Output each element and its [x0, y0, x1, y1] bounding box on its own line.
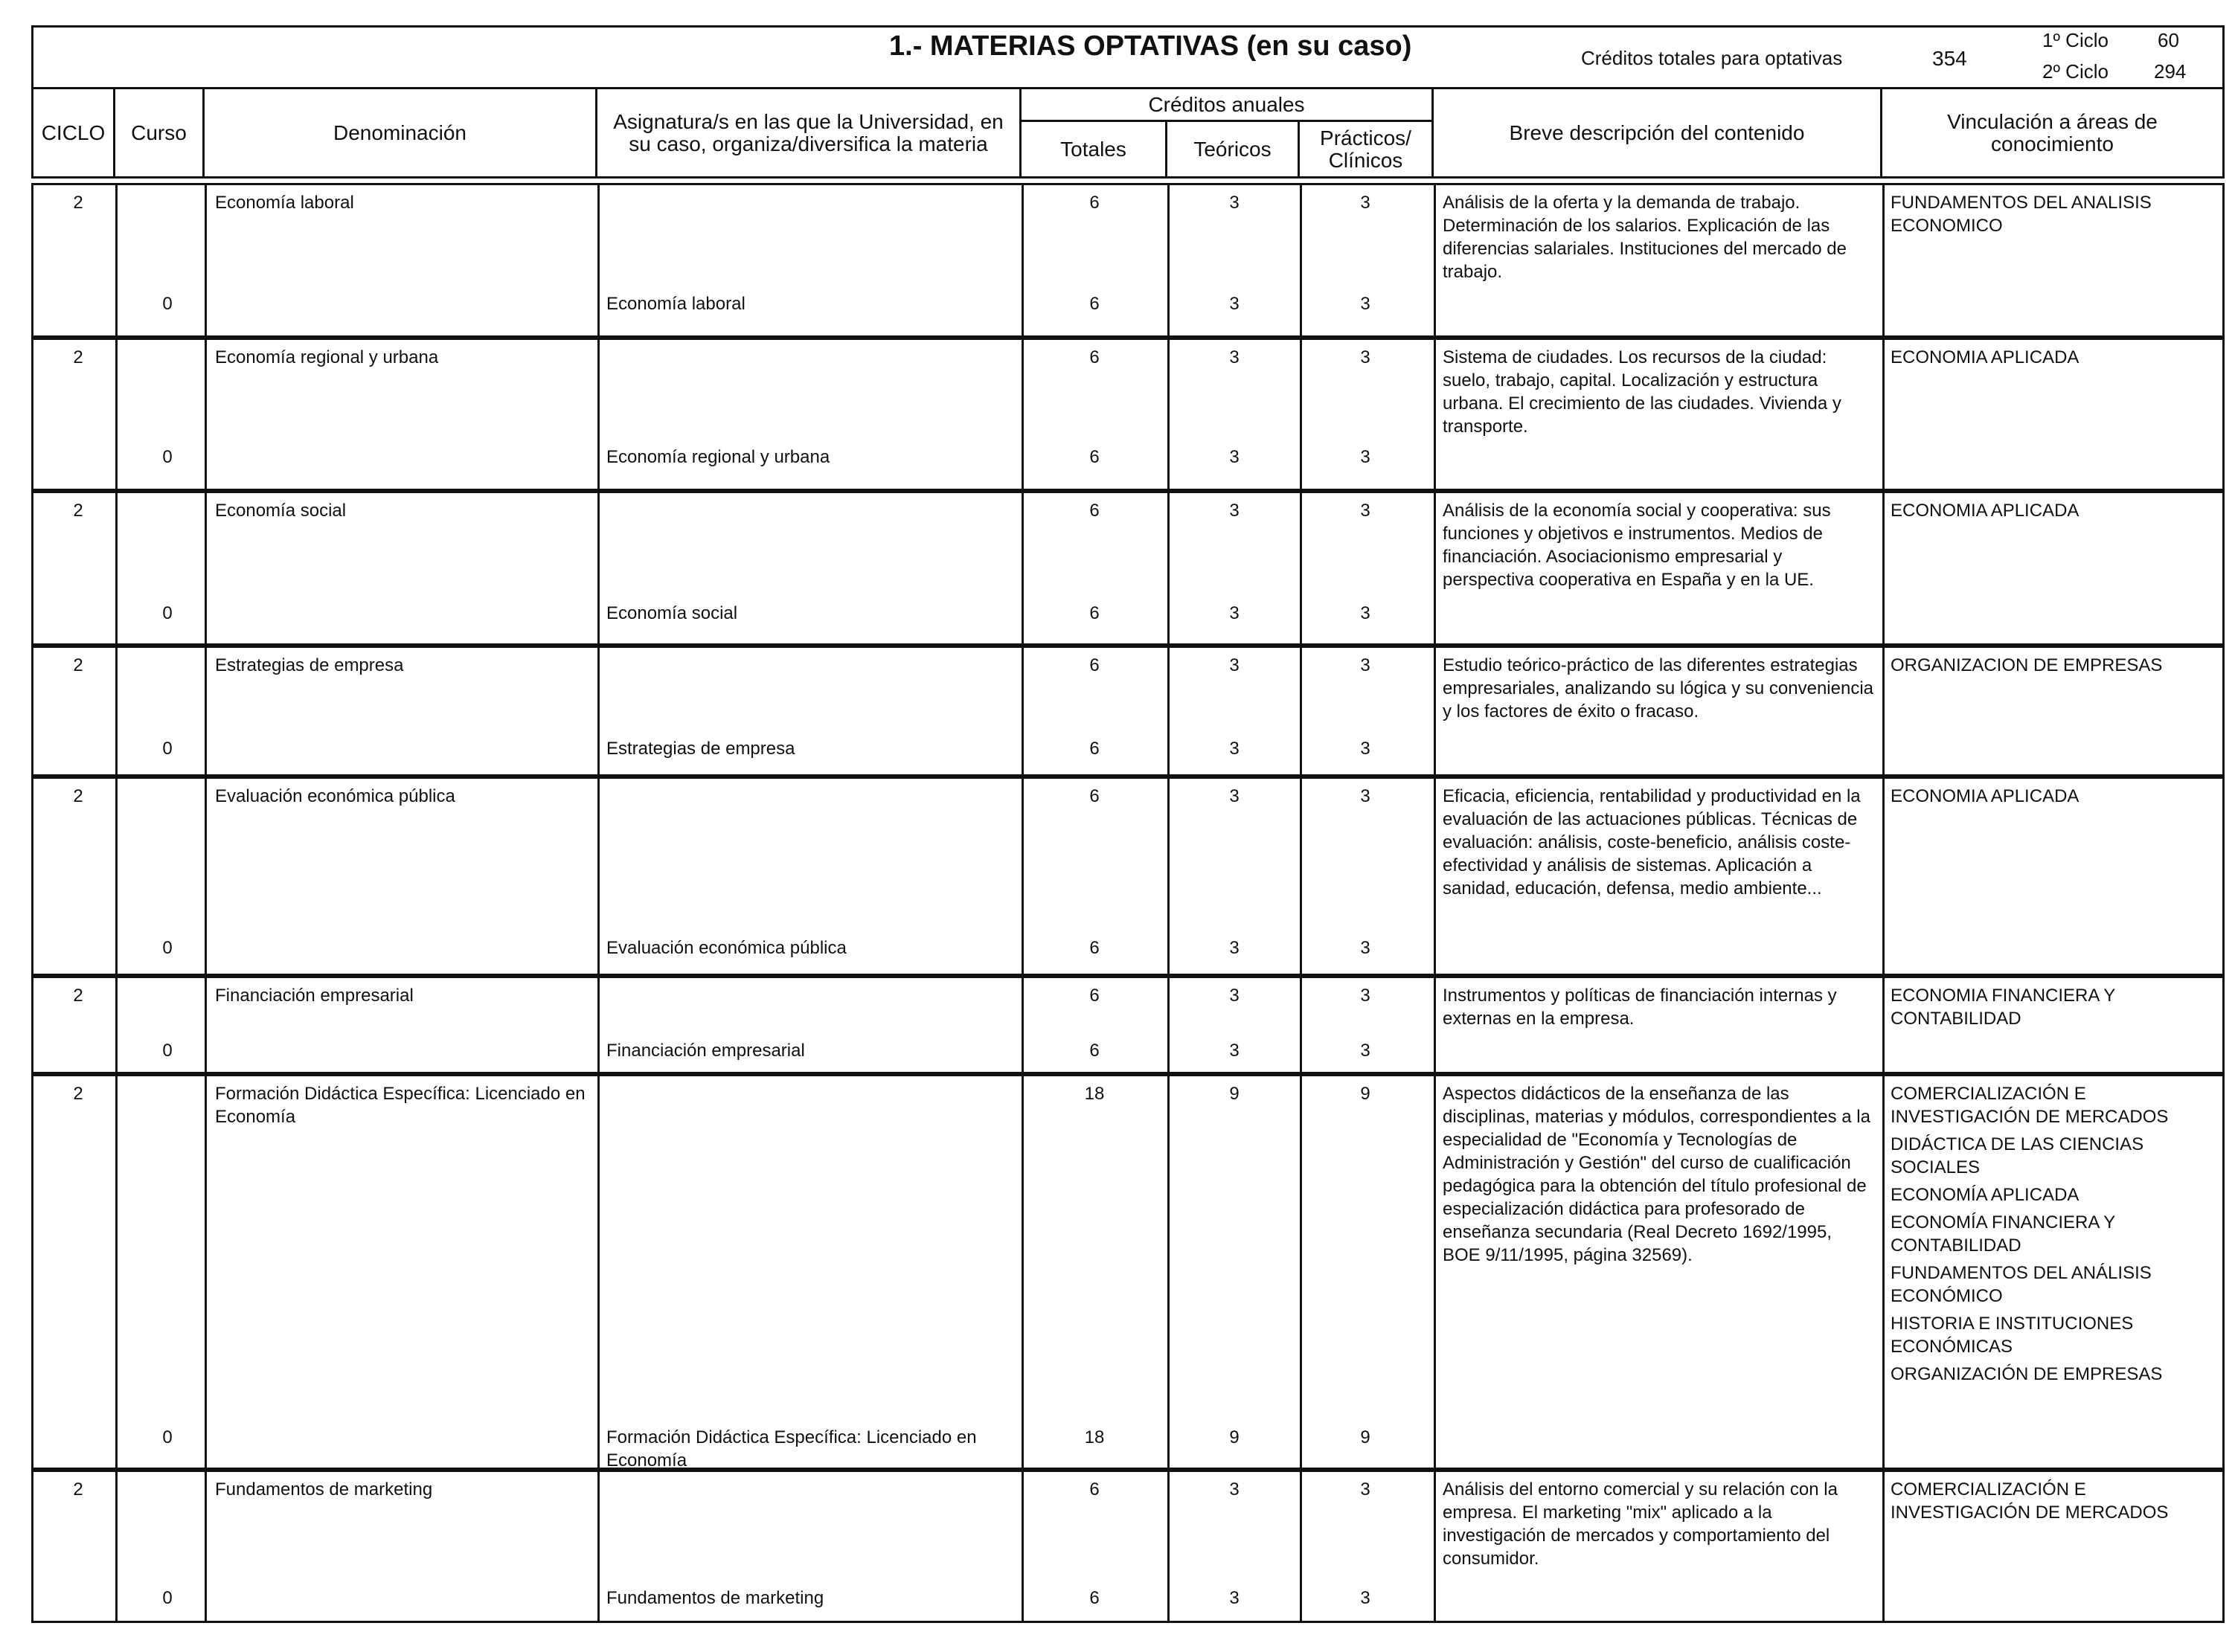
column-divider — [1167, 493, 1170, 643]
cell-areas — [1891, 191, 2203, 237]
cell-practicos: 3 — [1360, 347, 1370, 367]
column-divider — [205, 1076, 207, 1468]
cell-sub-practicos: 3 — [1360, 447, 1370, 467]
cell-totales: 6 — [1089, 786, 1100, 806]
optativas-sheet — [31, 25, 2225, 1638]
cell-sub-curso: 0 — [162, 1041, 173, 1061]
area-item: ECONOMIA APLICADA — [1891, 786, 2080, 806]
credits-total-label: Créditos totales para optativas — [1581, 47, 1843, 69]
column-divider — [1434, 493, 1436, 643]
cell-areas — [1891, 499, 2203, 522]
column-divider — [115, 779, 118, 974]
cell-descripcion: Análisis de la economía social y cooperativa: sus funciones y objetivos e instrumentos. Medios de financiación. Asociacionismo empresarial y perspectiva cooperativa en España y en la UE. — [1443, 501, 1831, 590]
cell-sub-asignatura: Financiación empresarial — [606, 1041, 805, 1061]
cell-teoricos: 3 — [1229, 986, 1240, 1006]
column-divider — [1300, 779, 1302, 974]
cell-sub-curso: 0 — [162, 938, 173, 958]
column-divider — [1300, 340, 1302, 489]
cell-sub-totales: 6 — [1089, 1588, 1100, 1608]
column-divider — [597, 185, 600, 335]
cell-sub-totales: 6 — [1089, 603, 1100, 623]
ciclo2-value: 294 — [2154, 60, 2187, 83]
cell-ciclo: 2 — [73, 347, 83, 367]
column-divider — [205, 340, 207, 489]
cell-sub-practicos: 3 — [1360, 938, 1370, 958]
cell-practicos: 3 — [1360, 786, 1370, 806]
column-divider — [1022, 1076, 1024, 1468]
column-header — [31, 89, 2225, 179]
column-divider — [115, 340, 118, 489]
cell-sub-teoricos: 3 — [1229, 1041, 1240, 1061]
cell-sub-curso: 0 — [162, 1588, 173, 1608]
column-divider — [1882, 1076, 1885, 1468]
table-row — [31, 183, 2225, 338]
column-divider — [1434, 779, 1436, 974]
cell-sub-curso: 0 — [162, 447, 173, 467]
column-divider — [597, 1472, 600, 1621]
cell-denominacion: Financiación empresarial — [215, 986, 414, 1006]
col-descripcion: Breve descripción del contenido — [1434, 89, 1882, 176]
col-denominacion: Denominación — [205, 89, 597, 176]
column-divider — [1434, 648, 1436, 774]
cell-sub-teoricos: 3 — [1229, 294, 1240, 314]
area-item: ORGANIZACION DE EMPRESAS — [1891, 655, 2163, 675]
column-divider — [1882, 340, 1885, 489]
cell-teoricos: 9 — [1229, 1084, 1240, 1104]
area-item: COMERCIALIZACIÓN E INVESTIGACIÓN DE MERCADOS — [1891, 1479, 2169, 1523]
col-curso: Curso — [115, 89, 205, 176]
area-item: HISTORIA E INSTITUCIONES ECONÓMICAS — [1891, 1314, 2134, 1357]
column-divider — [1300, 185, 1302, 335]
column-divider — [1167, 185, 1170, 335]
cell-sub-totales: 6 — [1089, 447, 1100, 467]
column-divider — [1300, 493, 1302, 643]
area-item: DIDÁCTICA DE LAS CIENCIAS SOCIALES — [1891, 1134, 2144, 1177]
column-divider — [1300, 1472, 1302, 1621]
column-divider — [1022, 185, 1024, 335]
cell-denominacion: Economía social — [215, 501, 347, 521]
area-item: ECONOMIA APLICADA — [1891, 501, 2080, 521]
column-divider — [1882, 779, 1885, 974]
column-divider — [1022, 978, 1024, 1072]
cell-sub-teoricos: 3 — [1229, 739, 1240, 759]
column-divider — [1300, 1076, 1302, 1468]
area-item: ECONOMÍA APLICADA — [1891, 1185, 2080, 1205]
cell-totales: 18 — [1084, 1084, 1105, 1104]
cell-practicos: 3 — [1360, 655, 1370, 675]
cell-areas — [1891, 785, 2203, 808]
cell-practicos: 3 — [1360, 501, 1370, 521]
cell-practicos: 3 — [1360, 986, 1370, 1006]
cell-sub-totales: 6 — [1089, 938, 1100, 958]
cell-totales: 6 — [1089, 347, 1100, 367]
table-row — [31, 646, 2225, 777]
col-creditos-group — [1022, 89, 1434, 176]
cell-teoricos: 3 — [1229, 347, 1240, 367]
col-asignaturas: Asignatura/s en las que la Universidad, en su caso, organiza/diversifica la materia — [597, 89, 1022, 176]
cell-areas — [1891, 984, 2203, 1030]
cell-sub-practicos: 3 — [1360, 739, 1370, 759]
cell-sub-asignatura: Estrategias de empresa — [606, 739, 795, 759]
column-divider — [1167, 1472, 1170, 1621]
cell-totales: 6 — [1089, 655, 1100, 675]
cell-totales: 6 — [1089, 986, 1100, 1006]
cell-ciclo: 2 — [73, 655, 83, 675]
credits-total-value: 354 — [1932, 47, 1967, 70]
column-divider — [1022, 1472, 1024, 1621]
area-item: FUNDAMENTOS DEL ANALISIS ECONOMICO — [1891, 193, 2152, 236]
column-divider — [1434, 1472, 1436, 1621]
cell-sub-practicos: 3 — [1360, 603, 1370, 623]
cell-sub-asignatura: Economía social — [606, 603, 738, 623]
cell-sub-totales: 6 — [1089, 294, 1100, 314]
table-row — [31, 1074, 2225, 1470]
table-row — [31, 976, 2225, 1074]
cell-sub-totales: 6 — [1089, 739, 1100, 759]
table-row — [31, 1470, 2225, 1623]
title-band — [31, 25, 2225, 89]
column-divider — [597, 1076, 600, 1468]
column-divider — [1022, 340, 1024, 489]
cell-totales: 6 — [1089, 501, 1100, 521]
area-item: ECONOMIA APLICADA — [1891, 347, 2080, 367]
cell-ciclo: 2 — [73, 986, 83, 1006]
column-divider — [597, 493, 600, 643]
cell-descripcion: Sistema de ciudades. Los recursos de la ciudad: suelo, trabajo, capital. Localización y estructura urbana. El crecimiento de las ciudades. Vivienda y transporte. — [1443, 347, 1841, 437]
column-divider — [115, 493, 118, 643]
page-title: 1.- MATERIAS OPTATIVAS (en su caso) — [889, 30, 1412, 62]
column-divider — [115, 978, 118, 1072]
cell-areas — [1891, 1478, 2203, 1524]
cell-ciclo: 2 — [73, 1084, 83, 1104]
col-creditos-anuales: Créditos anuales — [1022, 89, 1431, 122]
col-teoricos: Teóricos — [1167, 122, 1300, 176]
cell-denominacion: Estrategias de empresa — [215, 655, 404, 675]
column-divider — [205, 648, 207, 774]
column-divider — [1167, 1076, 1170, 1468]
cell-sub-teoricos: 3 — [1229, 938, 1240, 958]
column-divider — [115, 185, 118, 335]
cell-sub-practicos: 3 — [1360, 1041, 1370, 1061]
cell-denominacion: Fundamentos de marketing — [215, 1479, 433, 1500]
column-divider — [1167, 648, 1170, 774]
column-divider — [205, 185, 207, 335]
cell-sub-teoricos: 3 — [1229, 447, 1240, 467]
cell-practicos: 3 — [1360, 193, 1370, 213]
cell-practicos: 9 — [1360, 1084, 1370, 1104]
column-divider — [597, 340, 600, 489]
cell-descripcion: Análisis del entorno comercial y su relación con la empresa. El marketing "mix" aplicado a la investigación de mercados y comportamiento del consumidor. — [1443, 1479, 1838, 1569]
area-item: FUNDAMENTOS DEL ANÁLISIS ECONÓMICO — [1891, 1263, 2152, 1306]
cell-denominacion: Economía regional y urbana — [215, 347, 439, 367]
cell-totales: 6 — [1089, 193, 1100, 213]
cell-teoricos: 3 — [1229, 193, 1240, 213]
column-divider — [1022, 493, 1024, 643]
column-divider — [1882, 978, 1885, 1072]
area-item: COMERCIALIZACIÓN E INVESTIGACIÓN DE MERCADOS — [1891, 1084, 2169, 1127]
col-totales: Totales — [1022, 122, 1167, 176]
cell-sub-practicos: 9 — [1360, 1427, 1370, 1447]
cell-sub-asignatura: Economía regional y urbana — [606, 447, 830, 467]
column-divider — [597, 779, 600, 974]
column-divider — [1882, 648, 1885, 774]
ciclo1-label: 1º Ciclo — [2042, 29, 2109, 51]
column-divider — [1300, 648, 1302, 774]
cell-sub-totales: 18 — [1084, 1427, 1105, 1447]
column-divider — [205, 493, 207, 643]
column-divider — [205, 978, 207, 1072]
col-ciclo: CICLO — [33, 89, 115, 176]
cell-areas — [1891, 654, 2203, 677]
column-divider — [1022, 648, 1024, 774]
column-divider — [1167, 978, 1170, 1072]
column-divider — [115, 1472, 118, 1621]
column-divider — [1022, 779, 1024, 974]
cell-denominacion: Formación Didáctica Específica: Licenciado en Economía — [215, 1084, 586, 1127]
cell-sub-asignatura: Evaluación económica pública — [606, 938, 847, 958]
column-divider — [1434, 1076, 1436, 1468]
table-row — [31, 491, 2225, 646]
column-divider — [205, 1472, 207, 1621]
column-divider — [1434, 340, 1436, 489]
column-divider — [1882, 493, 1885, 643]
column-divider — [115, 1076, 118, 1468]
column-divider — [1167, 779, 1170, 974]
cell-descripcion: Aspectos didácticos de la enseñanza de las disciplinas, materias y módulos, correspondientes a la especialidad de "Economía y Tecnologías de Administración y Gestión" del curso de cualificación pedagógica para la obtención del título profesional de especialización didáctica para profesorado de enseñanza secundaria (Real Decreto 1692/1995, BOE 9/11/1995, página 32569). — [1443, 1084, 1870, 1265]
cell-totales: 6 — [1089, 1479, 1100, 1500]
column-divider — [1167, 340, 1170, 489]
column-divider — [597, 978, 600, 1072]
column-divider — [1300, 978, 1302, 1072]
col-practicos: Prácticos/ Clínicos — [1320, 126, 1411, 172]
cell-sub-curso: 0 — [162, 739, 173, 759]
cell-ciclo: 2 — [73, 1479, 83, 1500]
area-item: ECONOMÍA FINANCIERA Y CONTABILIDAD — [1891, 1212, 2115, 1256]
column-divider — [1882, 185, 1885, 335]
cell-sub-practicos: 3 — [1360, 294, 1370, 314]
cell-ciclo: 2 — [73, 501, 83, 521]
column-divider — [205, 779, 207, 974]
cell-sub-asignatura: Fundamentos de marketing — [606, 1588, 824, 1608]
cell-denominacion: Evaluación económica pública — [215, 786, 455, 806]
cell-sub-curso: 0 — [162, 603, 173, 623]
cell-sub-asignatura: Economía laboral — [606, 294, 745, 314]
cell-teoricos: 3 — [1229, 655, 1240, 675]
cell-sub-practicos: 3 — [1360, 1588, 1370, 1608]
cell-descripcion: Eficacia, eficiencia, rentabilidad y productividad en la evaluación de las actuaciones públicas. Técnicas de evaluación: análisis, coste-beneficio, análisis coste-efectividad y análisis de sistemas. Aplicación a sanidad, educación, defensa, medio ambiente... — [1443, 786, 1861, 899]
column-divider — [597, 648, 600, 774]
cell-sub-curso: 0 — [162, 1427, 173, 1447]
cell-areas — [1891, 346, 2203, 369]
cell-ciclo: 2 — [73, 786, 83, 806]
cell-sub-teoricos: 3 — [1229, 603, 1240, 623]
cell-sub-curso: 0 — [162, 294, 173, 314]
cell-sub-teoricos: 3 — [1229, 1588, 1240, 1608]
cell-areas — [1891, 1082, 2203, 1390]
cell-ciclo: 2 — [73, 193, 83, 213]
cell-descripcion: Estudio teórico-práctico de las diferentes estrategias empresariales, analizando su lógica y su conveniencia y los factores de éxito o fracaso. — [1443, 655, 1873, 721]
cell-teoricos: 3 — [1229, 786, 1240, 806]
area-item: ORGANIZACIÓN DE EMPRESAS — [1891, 1364, 2163, 1384]
col-vinculacion: Vinculación a áreas de conocimiento — [1947, 109, 2158, 155]
column-divider — [115, 648, 118, 774]
cell-teoricos: 3 — [1229, 501, 1240, 521]
cell-descripcion: Análisis de la oferta y la demanda de trabajo. Determinación de los salarios. Explicación de las diferencias salariales. Instituciones del mercado de trabajo. — [1443, 193, 1847, 282]
column-divider — [1434, 978, 1436, 1072]
table-row — [31, 338, 2225, 491]
cell-sub-teoricos: 9 — [1229, 1427, 1240, 1447]
cell-sub-asignatura: Formación Didáctica Específica: Licenciado en Economía — [606, 1427, 977, 1471]
cell-practicos: 3 — [1360, 1479, 1370, 1500]
cell-teoricos: 3 — [1229, 1479, 1240, 1500]
table-row — [31, 777, 2225, 976]
cell-sub-totales: 6 — [1089, 1041, 1100, 1061]
ciclo2-label: 2º Ciclo — [2042, 60, 2109, 83]
cell-descripcion: Instrumentos y políticas de financiación internas y externas en la empresa. — [1443, 986, 1837, 1029]
area-item: ECONOMIA FINANCIERA Y CONTABILIDAD — [1891, 986, 2115, 1029]
cell-denominacion: Economía laboral — [215, 193, 354, 213]
column-divider — [1434, 185, 1436, 335]
column-divider — [1882, 1472, 1885, 1621]
ciclo1-value: 60 — [2158, 29, 2179, 51]
